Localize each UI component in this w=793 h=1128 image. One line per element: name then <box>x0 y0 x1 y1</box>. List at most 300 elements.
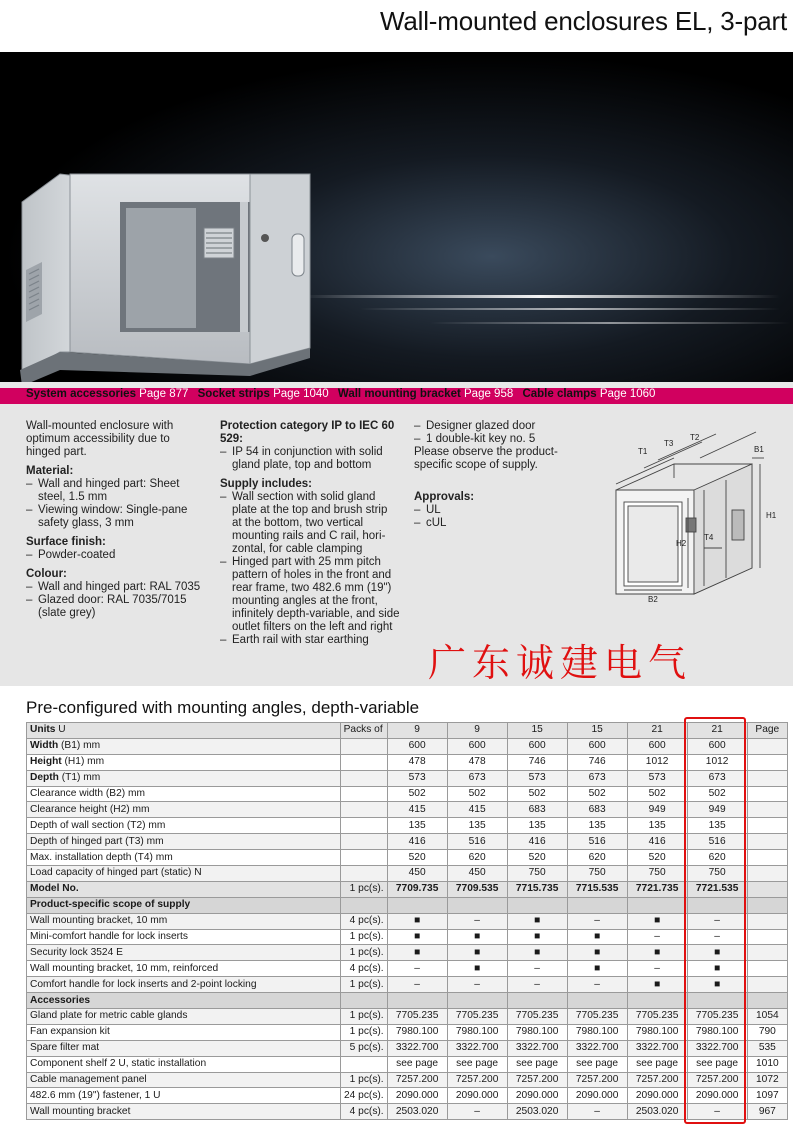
extra-list <box>414 420 590 446</box>
value-cell: 516 <box>687 834 747 850</box>
units-value: 9 <box>387 723 447 739</box>
page-cell <box>747 850 787 866</box>
page-cell <box>747 770 787 786</box>
value-cell <box>447 993 507 1009</box>
value-cell: 620 <box>687 850 747 866</box>
value-cell <box>627 993 687 1009</box>
table-row <box>27 961 788 977</box>
page-cell <box>747 834 787 850</box>
accessory-model: 7980.100 <box>627 1024 687 1040</box>
page-cell <box>747 945 787 961</box>
packs-header: Packs of <box>340 723 387 739</box>
accessory-model: 3322.700 <box>447 1040 507 1056</box>
row-label: Wall mounting bracket <box>27 1104 341 1120</box>
dim-label: H1 <box>766 511 777 520</box>
accessory-model: 7980.100 <box>687 1024 747 1040</box>
page-cell <box>747 929 787 945</box>
dim-label: T3 <box>664 439 674 448</box>
page-ref: 1054 <box>747 1009 787 1025</box>
supply-mark: ■ <box>627 913 687 929</box>
row-label: Comfort handle for lock inserts and 2-point locking <box>27 977 341 993</box>
supply-mark: ■ <box>627 977 687 993</box>
scope-note: Please observe the product-specific scope of supply. <box>414 446 558 471</box>
value-cell: 416 <box>627 834 687 850</box>
packs-cell <box>340 770 387 786</box>
page-cell <box>747 738 787 754</box>
accessory-page: Page 1040 <box>273 388 329 400</box>
value-cell <box>507 993 567 1009</box>
packs-cell <box>340 738 387 754</box>
value-cell: 502 <box>447 786 507 802</box>
supply-mark: ■ <box>387 929 447 945</box>
description-column-3 <box>414 420 590 530</box>
row-label: Load capacity of hinged part (static) N <box>27 866 341 882</box>
page-cell <box>747 866 787 882</box>
accessory-model: – <box>687 1104 747 1120</box>
page-cell <box>747 786 787 802</box>
page-cell <box>747 897 787 913</box>
supply-mark: – <box>507 977 567 993</box>
table-row <box>27 1040 788 1056</box>
accessory-model: 3322.700 <box>687 1040 747 1056</box>
page-cell <box>747 802 787 818</box>
supply-mark: ■ <box>447 929 507 945</box>
model-number: 7721.535 <box>687 881 747 897</box>
value-cell <box>387 897 447 913</box>
accessory-model: 2090.000 <box>567 1088 627 1104</box>
list-item: – Viewing window: Single-pane safety glass, 3 mm <box>26 504 206 530</box>
packs-cell <box>340 802 387 818</box>
row-label: Max. installation depth (T4) mm <box>27 850 341 866</box>
surface-heading: Surface finish: <box>26 536 106 548</box>
accessory-model: 7257.200 <box>507 1072 567 1088</box>
table-row <box>27 881 788 897</box>
table-row <box>27 818 788 834</box>
value-cell: 416 <box>507 834 567 850</box>
row-label: Height (H1) mm <box>27 754 341 770</box>
accessory-link[interactable]: Socket strips <box>197 388 270 400</box>
accessory-model: see page <box>687 1056 747 1072</box>
value-cell: 600 <box>507 738 567 754</box>
model-number: 7709.735 <box>387 881 447 897</box>
table-row <box>27 802 788 818</box>
accessory-page: Page 958 <box>464 388 514 400</box>
units-value: 21 <box>627 723 687 739</box>
scope-heading: Product-specific scope of supply <box>27 897 341 913</box>
model-label: Model No. <box>27 881 341 897</box>
accessory-model: 3322.700 <box>507 1040 567 1056</box>
accessory-model: 2503.020 <box>507 1104 567 1120</box>
row-label: Depth of hinged part (T3) mm <box>27 834 341 850</box>
page-ref: 1097 <box>747 1088 787 1104</box>
value-cell: 949 <box>627 802 687 818</box>
page-ref: 535 <box>747 1040 787 1056</box>
accessory-model: 2090.000 <box>387 1088 447 1104</box>
row-label: Clearance width (B2) mm <box>27 786 341 802</box>
protection-list <box>220 446 400 472</box>
description-column-1 <box>26 420 206 620</box>
units-value: 15 <box>567 723 627 739</box>
accessory-model: 7257.200 <box>447 1072 507 1088</box>
value-cell: 673 <box>687 770 747 786</box>
value-cell: 516 <box>567 834 627 850</box>
value-cell: 673 <box>567 770 627 786</box>
value-cell: 600 <box>567 738 627 754</box>
accessory-model: 7257.200 <box>567 1072 627 1088</box>
product-description <box>0 404 793 686</box>
packs-cell: 4 pc(s). <box>340 1104 387 1120</box>
value-cell <box>387 993 447 1009</box>
list-item: – Wall and hinged part: Sheet steel, 1.5 mm <box>26 478 206 504</box>
table-header-row <box>27 723 788 739</box>
accessory-page: Page 877 <box>139 388 189 400</box>
table-row <box>27 754 788 770</box>
page-cell <box>747 993 787 1009</box>
table-row <box>27 1056 788 1072</box>
supply-mark: – <box>387 961 447 977</box>
accessory-model: see page <box>447 1056 507 1072</box>
value-cell: 683 <box>507 802 567 818</box>
row-label: Security lock 3524 E <box>27 945 341 961</box>
supply-mark: – <box>627 961 687 977</box>
value-cell: 502 <box>567 786 627 802</box>
accessory-model: 7705.235 <box>687 1009 747 1025</box>
supply-mark: ■ <box>507 929 567 945</box>
row-label: Depth of wall section (T2) mm <box>27 818 341 834</box>
packs-cell <box>340 850 387 866</box>
dim-label: B1 <box>754 445 764 454</box>
row-label: Width (B1) mm <box>27 738 341 754</box>
supply-mark: ■ <box>687 977 747 993</box>
value-cell <box>687 993 747 1009</box>
dim-label: B2 <box>648 595 658 604</box>
accessory-model: 7980.100 <box>387 1024 447 1040</box>
accessory-model: – <box>567 1104 627 1120</box>
accessories-heading: Accessories <box>27 993 341 1009</box>
colour-list <box>26 581 206 620</box>
packs-cell <box>340 786 387 802</box>
accessory-model: 7980.100 <box>507 1024 567 1040</box>
value-cell: 620 <box>447 850 507 866</box>
accessory-model: 3322.700 <box>387 1040 447 1056</box>
model-number: 7721.735 <box>627 881 687 897</box>
packs-cell <box>340 1056 387 1072</box>
list-item: – Wall and hinged part: RAL 7035 <box>26 581 206 594</box>
row-label: Fan expansion kit <box>27 1024 341 1040</box>
value-cell: 135 <box>387 818 447 834</box>
surface-list <box>26 549 206 562</box>
packs-cell <box>340 897 387 913</box>
supply-mark: ■ <box>507 945 567 961</box>
value-cell: 746 <box>567 754 627 770</box>
approvals-list <box>414 504 590 530</box>
value-cell: 478 <box>387 754 447 770</box>
dim-label: T4 <box>704 533 714 542</box>
table-row <box>27 913 788 929</box>
supply-mark: – <box>447 913 507 929</box>
page-ref: 1072 <box>747 1072 787 1088</box>
accessory-model: 2090.000 <box>627 1088 687 1104</box>
page-header <box>0 0 793 52</box>
value-cell: 520 <box>627 850 687 866</box>
dim-label: T1 <box>638 447 648 456</box>
supply-mark: – <box>387 977 447 993</box>
packs-cell: 4 pc(s). <box>340 913 387 929</box>
value-cell: 750 <box>507 866 567 882</box>
accessory-model: 3322.700 <box>627 1040 687 1056</box>
list-item: – Earth rail with star earthing <box>220 634 400 647</box>
packs-cell: 1 pc(s). <box>340 1009 387 1025</box>
supply-mark: – <box>507 961 567 977</box>
row-label: Wall mounting bracket, 10 mm <box>27 913 341 929</box>
row-label: Gland plate for metric cable glands <box>27 1009 341 1025</box>
table-row <box>27 945 788 961</box>
spec-table <box>26 722 788 1120</box>
value-cell: 573 <box>507 770 567 786</box>
table-row <box>27 850 788 866</box>
accessory-model: 2090.000 <box>687 1088 747 1104</box>
list-item: – Glazed door: RAL 7035/7015 (slate grey) <box>26 594 206 620</box>
packs-cell: 5 pc(s). <box>340 1040 387 1056</box>
table-row <box>27 866 788 882</box>
page-header: Page <box>747 723 787 739</box>
accessories-bar <box>0 382 793 404</box>
value-cell <box>687 897 747 913</box>
dim-label: H2 <box>676 539 687 548</box>
value-cell <box>567 993 627 1009</box>
packs-cell <box>340 754 387 770</box>
table-row <box>27 1072 788 1088</box>
value-cell: 673 <box>447 770 507 786</box>
supply-mark: ■ <box>687 961 747 977</box>
accessory-model: 2503.020 <box>627 1104 687 1120</box>
value-cell: 573 <box>627 770 687 786</box>
units-value: 21 <box>687 723 747 739</box>
value-cell: 135 <box>627 818 687 834</box>
value-cell: 573 <box>387 770 447 786</box>
dimension-diagram <box>604 418 784 608</box>
supply-mark: ■ <box>387 945 447 961</box>
value-cell: 450 <box>387 866 447 882</box>
list-item: – Wall section with solid gland plate at the top and brush strip at the bottom, two vertical mounting rails and C rail, hori-zontal, for cable clamping <box>220 491 400 556</box>
accessory-model: 7257.200 <box>387 1072 447 1088</box>
supply-list <box>220 491 400 647</box>
accessory-link[interactable]: Wall mounting bracket <box>337 388 461 400</box>
packs-cell: 4 pc(s). <box>340 961 387 977</box>
supply-mark: ■ <box>627 945 687 961</box>
units-value: 15 <box>507 723 567 739</box>
enclosure-illustration <box>0 52 793 382</box>
packs-cell: 1 pc(s). <box>340 945 387 961</box>
row-label: Component shelf 2 U, static installation <box>27 1056 341 1072</box>
packs-cell: 1 pc(s). <box>340 1072 387 1088</box>
accessory-model: 7705.235 <box>387 1009 447 1025</box>
packs-cell <box>340 834 387 850</box>
page-ref: 1010 <box>747 1056 787 1072</box>
list-item: – 1 double-kit key no. 5 <box>414 433 590 446</box>
page-ref: 790 <box>747 1024 787 1040</box>
value-cell: 600 <box>387 738 447 754</box>
list-item: – Hinged part with 25 mm pitch pattern of holes in the front and rear frame, two 482.6 mm (19") mounting angles at the front, infinitely depth-variable, and side outlet filters on the left and right <box>220 556 400 634</box>
row-label: Wall mounting bracket, 10 mm, reinforced <box>27 961 341 977</box>
table-row <box>27 738 788 754</box>
accessory-model: 7980.100 <box>447 1024 507 1040</box>
value-cell: 478 <box>447 754 507 770</box>
table-row <box>27 993 788 1009</box>
value-cell: 600 <box>447 738 507 754</box>
row-label: Mini-comfort handle for lock inserts <box>27 929 341 945</box>
table-row <box>27 1104 788 1120</box>
model-number: 7715.735 <box>507 881 567 897</box>
colour-heading: Colour: <box>26 568 67 580</box>
accessory-model: 7257.200 <box>627 1072 687 1088</box>
list-item: – UL <box>414 504 590 517</box>
accessory-model: 7257.200 <box>687 1072 747 1088</box>
supply-mark: – <box>687 913 747 929</box>
value-cell: 502 <box>507 786 567 802</box>
packs-cell <box>340 818 387 834</box>
accessory-model: see page <box>387 1056 447 1072</box>
value-cell <box>567 897 627 913</box>
supply-mark: ■ <box>687 945 747 961</box>
units-header: Units U <box>27 723 341 739</box>
supply-mark: – <box>627 929 687 945</box>
table-row <box>27 897 788 913</box>
value-cell: 516 <box>447 834 507 850</box>
packs-cell: 1 pc(s). <box>340 881 387 897</box>
value-cell: 135 <box>507 818 567 834</box>
page-ref: 967 <box>747 1104 787 1120</box>
list-item: – IP 54 in conjunction with solid gland plate, top and bottom <box>220 446 400 472</box>
accessory-model: see page <box>507 1056 567 1072</box>
accessory-link[interactable]: Cable clamps <box>522 388 597 400</box>
table-title: Pre-configured with mounting angles, depth-variable <box>26 698 420 717</box>
page-cell <box>747 881 787 897</box>
packs-cell: 1 pc(s). <box>340 929 387 945</box>
supply-heading: Supply includes: <box>220 478 313 490</box>
supply-mark: ■ <box>387 913 447 929</box>
accessory-model: – <box>447 1104 507 1120</box>
table-row <box>27 1088 788 1104</box>
supply-mark: ■ <box>447 945 507 961</box>
material-heading: Material: <box>26 465 74 477</box>
page-cell <box>747 818 787 834</box>
value-cell: 450 <box>447 866 507 882</box>
packs-cell: 1 pc(s). <box>340 977 387 993</box>
row-label: Depth (T1) mm <box>27 770 341 786</box>
value-cell: 949 <box>687 802 747 818</box>
value-cell: 620 <box>567 850 627 866</box>
table-row <box>27 977 788 993</box>
value-cell: 415 <box>387 802 447 818</box>
value-cell: 1012 <box>687 754 747 770</box>
value-cell: 502 <box>387 786 447 802</box>
value-cell: 600 <box>627 738 687 754</box>
value-cell: 750 <box>687 866 747 882</box>
accessory-model: 2503.020 <box>387 1104 447 1120</box>
accessory-model: 3322.700 <box>567 1040 627 1056</box>
value-cell: 520 <box>507 850 567 866</box>
value-cell: 683 <box>567 802 627 818</box>
accessory-model: see page <box>627 1056 687 1072</box>
value-cell: 415 <box>447 802 507 818</box>
page-cell <box>747 913 787 929</box>
value-cell: 746 <box>507 754 567 770</box>
units-value: 9 <box>447 723 507 739</box>
value-cell: 750 <box>627 866 687 882</box>
table-row <box>27 770 788 786</box>
table-row <box>27 786 788 802</box>
table-row <box>27 834 788 850</box>
value-cell: 1012 <box>627 754 687 770</box>
intro-text: Wall-mounted enclosure with optimum accessibility due to hinged part. <box>26 420 174 458</box>
protection-heading: Protection category IP to IEC 60 529: <box>220 420 395 445</box>
value-cell: 416 <box>387 834 447 850</box>
accessory-model: 7705.235 <box>567 1009 627 1025</box>
accessory-page: Page 1060 <box>599 388 656 400</box>
company-stamp: 广东诚建电气 <box>428 641 693 685</box>
table-row <box>27 929 788 945</box>
supply-mark: – <box>687 929 747 945</box>
row-label: 482.6 mm (19") fastener, 1 U <box>27 1088 341 1104</box>
page-title: Wall-mounted enclosures EL, 3-part <box>380 6 787 36</box>
value-cell: 750 <box>567 866 627 882</box>
accessories-links <box>26 388 661 400</box>
value-cell <box>447 897 507 913</box>
model-number: 7715.535 <box>567 881 627 897</box>
value-cell <box>507 897 567 913</box>
supply-mark: ■ <box>507 913 567 929</box>
row-label: Spare filter mat <box>27 1040 341 1056</box>
accessory-model: 7705.235 <box>507 1009 567 1025</box>
description-column-2 <box>220 420 400 647</box>
supply-mark: – <box>447 977 507 993</box>
dim-label: T2 <box>690 433 700 442</box>
accessory-model: 7705.235 <box>627 1009 687 1025</box>
value-cell: 135 <box>447 818 507 834</box>
value-cell: 600 <box>687 738 747 754</box>
accessory-model: 7705.235 <box>447 1009 507 1025</box>
accessory-model: 2090.000 <box>507 1088 567 1104</box>
table-row <box>27 1024 788 1040</box>
value-cell: 135 <box>687 818 747 834</box>
page-cell <box>747 754 787 770</box>
table-row <box>27 1009 788 1025</box>
accessory-model: see page <box>567 1056 627 1072</box>
material-list <box>26 478 206 530</box>
packs-cell: 24 pc(s). <box>340 1088 387 1104</box>
packs-cell: 1 pc(s). <box>340 1024 387 1040</box>
accessory-model: 2090.000 <box>447 1088 507 1104</box>
value-cell: 502 <box>627 786 687 802</box>
packs-cell <box>340 866 387 882</box>
supply-mark: ■ <box>567 961 627 977</box>
supply-mark: – <box>567 913 627 929</box>
value-cell: 135 <box>567 818 627 834</box>
value-cell: 502 <box>687 786 747 802</box>
page-cell <box>747 977 787 993</box>
list-item: – Designer glazed door <box>414 420 590 433</box>
value-cell: 520 <box>387 850 447 866</box>
value-cell <box>627 897 687 913</box>
product-photo <box>0 52 793 382</box>
supply-mark: ■ <box>567 929 627 945</box>
supply-mark: ■ <box>567 945 627 961</box>
page-cell <box>747 961 787 977</box>
list-item: – Powder-coated <box>26 549 206 562</box>
model-number: 7709.535 <box>447 881 507 897</box>
accessory-link[interactable]: System accessories <box>26 388 136 400</box>
